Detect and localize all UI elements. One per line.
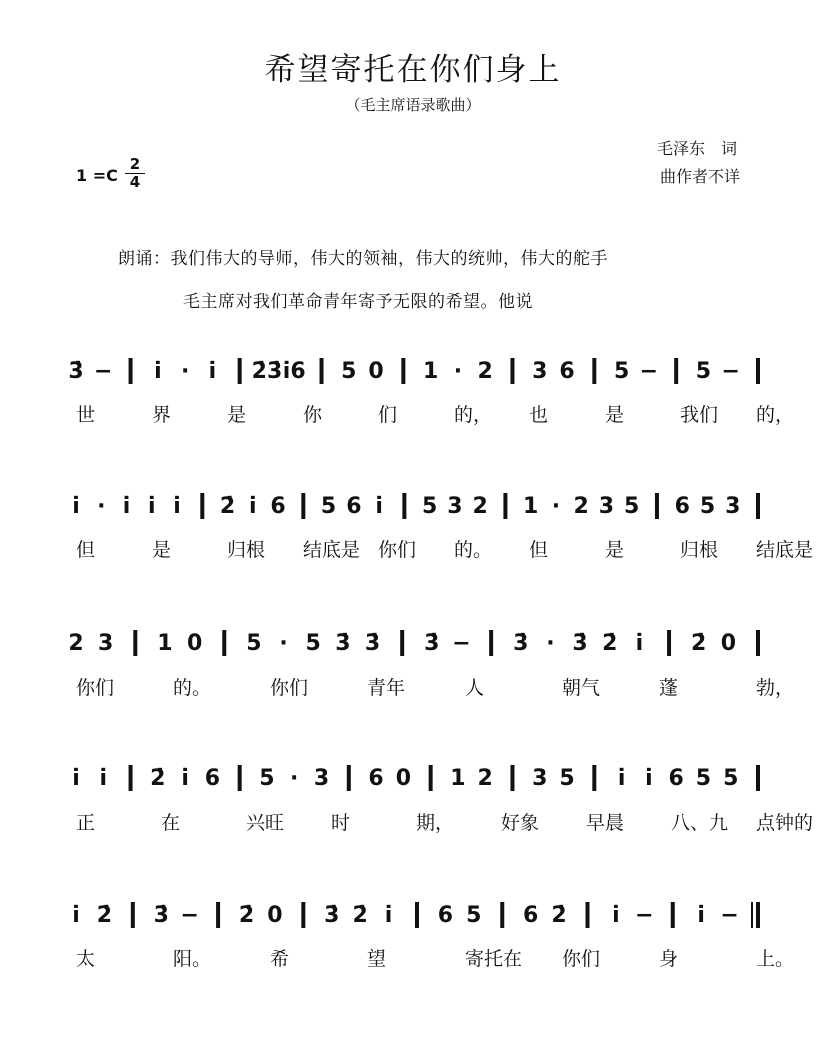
lyric-word: 我们 (680, 404, 719, 426)
note: 3̇ (364, 631, 381, 656)
dash-note: − (94, 359, 113, 384)
lyric-word: 希 (270, 948, 290, 970)
note: 1 (450, 766, 466, 791)
note: 3 (532, 766, 548, 791)
note: 6 (204, 766, 221, 791)
note: 2 (477, 766, 493, 791)
note: i̇ (122, 494, 131, 519)
dash-note: − (452, 631, 471, 656)
lyric-word: 结底是 (303, 539, 361, 561)
note: i̇ (154, 359, 162, 384)
dash-note: − (639, 359, 659, 384)
note: 2̇3̇ (251, 359, 283, 384)
note: 3̇ (324, 903, 340, 928)
lyric-word: 太 (76, 948, 96, 970)
lyric-word: 正 (76, 812, 96, 834)
lyrics-row-4 (76, 808, 814, 838)
recitation-line-1: 朗诵：我们伟大的导师，伟大的领袖，伟大的统帅，伟大的舵手 (118, 249, 608, 269)
lyric-word: 你们 (378, 539, 417, 561)
lyricist-credit: 毛泽东 词 (657, 139, 738, 158)
lyric-word: 早晨 (586, 812, 625, 834)
note: 2 (573, 494, 589, 519)
note: 6 (674, 494, 690, 519)
note: 0 (395, 766, 412, 791)
lyric-word: 八、九 (671, 812, 729, 834)
note: 3̇ (335, 631, 351, 656)
lyric-word: 你们 (562, 948, 601, 970)
note: 5 (421, 494, 438, 519)
note: · (546, 631, 555, 656)
note: 3̇ (68, 359, 84, 384)
note: 3 (725, 494, 741, 519)
note: 5 (723, 766, 739, 791)
note: 0 (368, 359, 384, 384)
note: 5 (305, 631, 321, 656)
note: i̇ (612, 903, 620, 928)
note: 1 (157, 631, 173, 656)
lyric-word: 在 (161, 812, 181, 834)
note: i̇ (173, 494, 181, 519)
lyric-word: 身 (659, 948, 679, 970)
note: 5 (624, 494, 640, 519)
note: · (97, 494, 106, 519)
note: i̇ (635, 631, 644, 656)
note: 2 (68, 631, 84, 656)
note: 2̇ (96, 903, 113, 928)
note: i̇ (384, 903, 393, 928)
note: i̇ (249, 494, 257, 519)
note: 0 (186, 631, 203, 656)
note: 2̇ (238, 903, 255, 928)
note: 1 (523, 494, 539, 519)
note: 2̇ (691, 631, 707, 656)
composer-credit: 曲作者不详 (660, 167, 741, 186)
lyric-word: 的。 (173, 677, 212, 699)
note: 5 (466, 903, 482, 928)
note: · (453, 359, 463, 384)
note: i̇ (375, 494, 383, 519)
note: i̇6 (282, 359, 306, 384)
note: 3̇ (153, 903, 169, 928)
note: i̇ (72, 903, 80, 928)
lyric-word: 好象 (501, 812, 540, 834)
lyric-word: 青年 (367, 677, 406, 699)
lyric-word: 界 (152, 404, 172, 426)
note: 6 (559, 359, 575, 384)
lyric-word: 世 (76, 404, 96, 426)
note: i̇ (148, 494, 156, 519)
lyric-word: 归根 (227, 539, 266, 561)
note: i̇ (617, 766, 626, 791)
note: 2̇ (219, 494, 236, 519)
note: 3̇ (572, 631, 588, 656)
lyric-word: 是 (605, 404, 625, 426)
note: · (180, 359, 190, 384)
note: i̇ (697, 903, 705, 928)
note: · (290, 766, 299, 791)
note: 6 (437, 903, 454, 928)
lyrics-row-1 (76, 400, 795, 430)
note: 6 (270, 494, 286, 519)
lyrics-row-3 (76, 673, 795, 703)
note: 0 (720, 631, 737, 656)
lyric-word: 的。 (454, 539, 493, 561)
note: 3 (447, 494, 463, 519)
note: 2 (477, 359, 493, 384)
lyric-word: 是 (605, 539, 625, 561)
lyric-word: 人 (465, 677, 485, 699)
song-subtitle: （毛主席语录歌曲） (345, 96, 481, 114)
note: 3 (598, 494, 615, 519)
dash-note: − (635, 903, 654, 928)
note: 5 (695, 359, 712, 384)
lyric-word: 的， (756, 404, 795, 426)
lyric-word: 朝气 (562, 677, 601, 699)
lyric-word: 是 (152, 539, 172, 561)
lyric-word: 归根 (680, 539, 719, 561)
note: 5 (613, 359, 630, 384)
note: 5 (699, 494, 716, 519)
time-signature-bottom: 4 (129, 173, 141, 191)
recitation-line-2: 毛主席对我们革命青年寄予无限的希望。他说 (183, 292, 533, 312)
lyric-word: 兴旺 (246, 812, 285, 834)
time-signature-top: 2 (125, 156, 145, 174)
lyric-word: 点钟的 (756, 812, 814, 834)
note: 2̇ (352, 903, 368, 928)
note: 3 (532, 359, 548, 384)
note: i̇ (72, 494, 80, 519)
lyric-word: 但 (76, 539, 96, 561)
note: 5 (259, 766, 275, 791)
lyrics-row-2 (76, 535, 814, 565)
note: 2̇ (150, 766, 166, 791)
lyric-word: 时 (331, 812, 351, 834)
note: i̇ (72, 766, 80, 791)
lyric-word: 你们 (270, 677, 309, 699)
note: · (551, 494, 561, 519)
lyric-word: 结底是 (756, 539, 814, 561)
note: 3̇ (424, 631, 440, 656)
note: 3̇ (513, 631, 529, 656)
lyric-word: 但 (529, 539, 549, 561)
lyric-word: 你们 (76, 677, 115, 699)
dash-note: − (180, 903, 199, 928)
lyric-word: 的， (454, 404, 493, 426)
note: 5 (559, 766, 575, 791)
lyric-word: 蓬 (659, 677, 679, 699)
lyric-word: 也 (529, 404, 549, 426)
lyric-word: 望 (367, 948, 387, 970)
note: i̇ (99, 766, 108, 791)
note: i̇ (208, 359, 217, 384)
note: 6 (668, 766, 684, 791)
note: 3 (97, 631, 114, 656)
dash-note: − (721, 359, 740, 384)
lyric-word: 期， (416, 812, 455, 834)
note: 6 (346, 494, 362, 519)
note: 2̇ (551, 903, 567, 928)
note: 2 (472, 494, 488, 519)
note: 6 (523, 903, 539, 928)
note: 5 (695, 766, 712, 791)
song-title: 希望寄托在你们身上 (264, 52, 562, 88)
note: i̇ (181, 766, 189, 791)
note: 5 (320, 494, 337, 519)
dash-note: − (720, 903, 739, 928)
lyrics-row-5 (76, 944, 795, 974)
lyric-word: 你 (303, 404, 323, 426)
lyric-word: 上。 (756, 948, 795, 970)
lyric-word: 们 (378, 404, 398, 426)
note: 2̇ (602, 631, 618, 656)
lyric-word: 寄托在 (465, 948, 523, 970)
lyric-word: 阳。 (173, 948, 212, 970)
lyric-word: 勃， (756, 677, 795, 699)
note: i̇ (645, 766, 653, 791)
note: 3 (313, 766, 330, 791)
lyric-word: 是 (227, 404, 247, 426)
key-signature: 1 =C (76, 166, 118, 185)
note: 0 (267, 903, 283, 928)
note: 1 (422, 359, 439, 384)
note: · (279, 631, 288, 656)
note: 5 (341, 359, 357, 384)
note: 5 (246, 631, 262, 656)
note: 6 (368, 766, 384, 791)
